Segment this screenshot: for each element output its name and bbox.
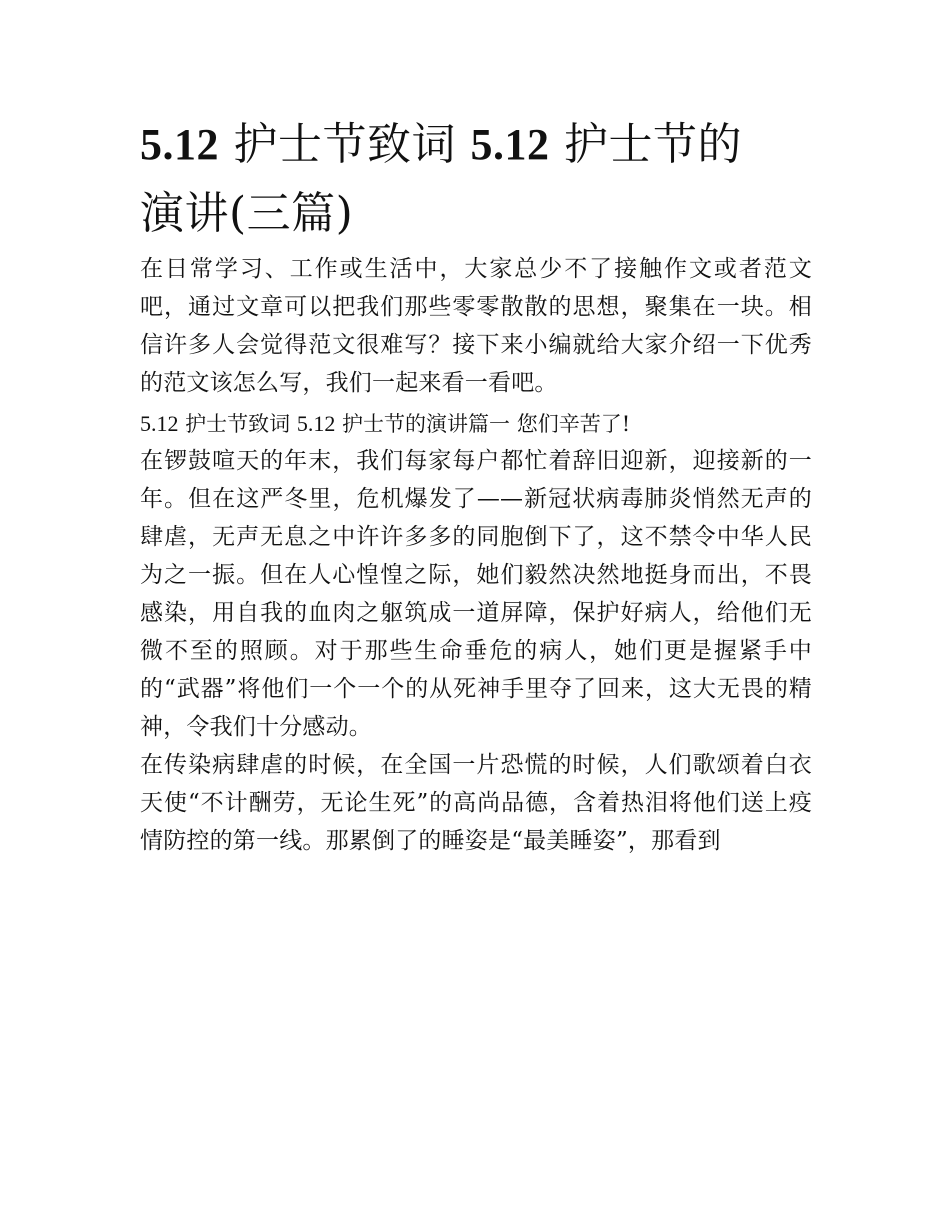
section-heading-text-1: 护士节致词	[178, 412, 297, 436]
title-number-2: 5.12	[470, 120, 550, 169]
section-heading	[140, 406, 812, 442]
document-page	[140, 110, 812, 860]
title-text-1: 护士节致词	[219, 119, 471, 170]
intro-paragraph: 在日常学习、工作或生活中，大家总少不了接触作文或者范文吧，通过文章可以把我们那些零零散散的思想，聚集在一块。相信许多人会觉得范文很难写？接下来小编就给大家介绍一下优秀的范文该怎么写，我们一起来看一看吧。	[140, 256, 812, 396]
body-paragraph-2: 在传染病肆虐的时候，在全国一片恐慌的时候，人们歌颂着白衣天使“不计酬劳，无论生死”的高尚品德，含着热泪将他们送上疫情防控的第一线。那累倒了的睡姿是“最美睡姿”，那看到	[140, 752, 812, 854]
section-heading-number-2: 5.12	[296, 411, 336, 436]
title-text-3: 演讲(三篇)	[140, 188, 354, 239]
document-title	[140, 110, 812, 248]
section-heading-number-1: 5.12	[140, 411, 179, 436]
section-heading-text-2: 护士节的演讲篇一 您们辛苦了!	[335, 412, 631, 436]
body-paragraph-1: 在锣鼓喧天的年末，我们每家每户都忙着辞旧迎新，迎接新的一年。但在这严冬里，危机爆发了——新冠状病毒肺炎悄然无声的肆虐，无声无息之中许许多多的同胞倒下了，这不禁令中华人民为之一振。但在人心惶惶之际，她们毅然决然地挺身而出，不畏感染，用自我的血肉之躯筑成一道屏障，保护好病人，给他们无微不至的照顾。对于那些生命垂危的病人，她们更是握紧手中的“武器”将他们一个一个的从死神手里夺了回来，这大无畏的精神，令我们十分感动。	[140, 448, 812, 740]
title-text-2: 护士节的	[549, 119, 742, 170]
title-number-1: 5.12	[140, 120, 219, 169]
